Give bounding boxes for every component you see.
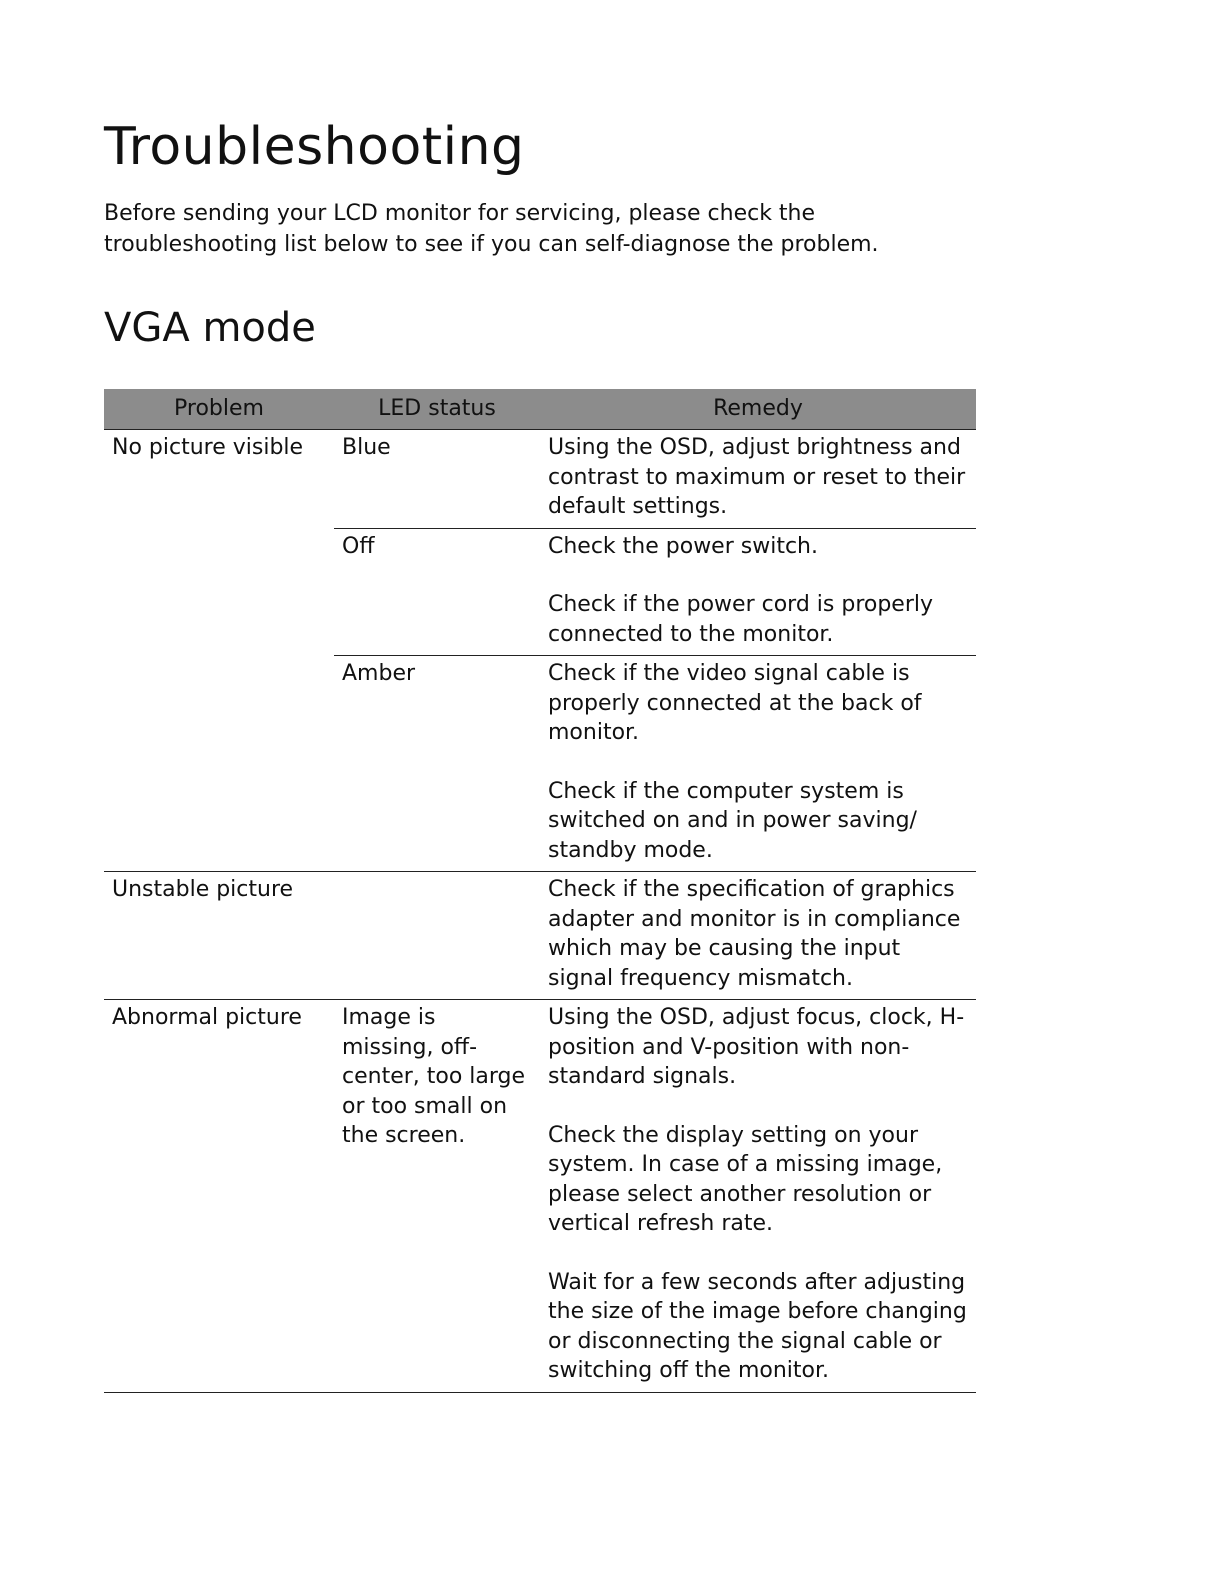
page-title: Troubleshooting xyxy=(104,117,525,177)
remedy-text: Check the power switch. xyxy=(548,533,818,559)
remedy-text: Wait for a few seconds after adjusting the size of the image before changing or disconnecting the signal cable or switching off the monitor. xyxy=(548,1269,967,1383)
table-header-row xyxy=(104,389,976,430)
led-status-cell: Off xyxy=(334,528,540,656)
table-row xyxy=(104,1000,976,1393)
led-status-cell: Image is missing, off-center, too large or too small on the screen. xyxy=(334,1000,540,1393)
remedy-text: Check if the power cord is properly connected to the monitor. xyxy=(548,592,934,647)
remedy-cell xyxy=(540,872,976,1000)
table-row xyxy=(104,872,976,1000)
section-title: VGA mode xyxy=(104,305,316,351)
troubleshooting-table xyxy=(104,389,976,1393)
remedy-cell xyxy=(540,430,976,529)
remedy-cell xyxy=(540,528,976,656)
remedy-text: Using the OSD, adjust focus, clock, H-position and V-position with non-standard signals. xyxy=(548,1005,965,1089)
led-status-cell: Blue xyxy=(334,430,540,529)
table-row xyxy=(104,430,976,529)
remedy-text: Check if the specification of graphics adapter and monitor is in compliance which may be causing the input signal frequency mismatch. xyxy=(548,877,961,991)
led-status-cell xyxy=(334,872,540,1000)
remedy-text: Using the OSD, adjust brightness and contrast to maximum or reset to their default settings. xyxy=(548,435,966,519)
problem-cell: Abnormal picture xyxy=(104,1000,334,1393)
intro-paragraph: Before sending your LCD monitor for servicing, please check the troubleshooting list below to see if you can self-diagnose the problem. xyxy=(104,201,879,257)
remedy-cell xyxy=(540,656,976,872)
header-remedy: Remedy xyxy=(540,389,976,430)
header-problem: Problem xyxy=(104,389,334,430)
remedy-text: Check the display setting on your system. In case of a missing image, please select another resolution or vertical refresh rate. xyxy=(548,1122,943,1236)
problem-cell: Unstable picture xyxy=(104,872,334,1000)
header-led-status: LED status xyxy=(334,389,540,430)
remedy-cell xyxy=(540,1000,976,1393)
problem-cell: No picture visible xyxy=(104,430,334,872)
remedy-text: Check if the video signal cable is properly connected at the back of monitor. xyxy=(548,661,922,745)
led-status-cell: Amber xyxy=(334,656,540,872)
remedy-text: Check if the computer system is switched on and in power saving/ standby mode. xyxy=(548,778,917,863)
